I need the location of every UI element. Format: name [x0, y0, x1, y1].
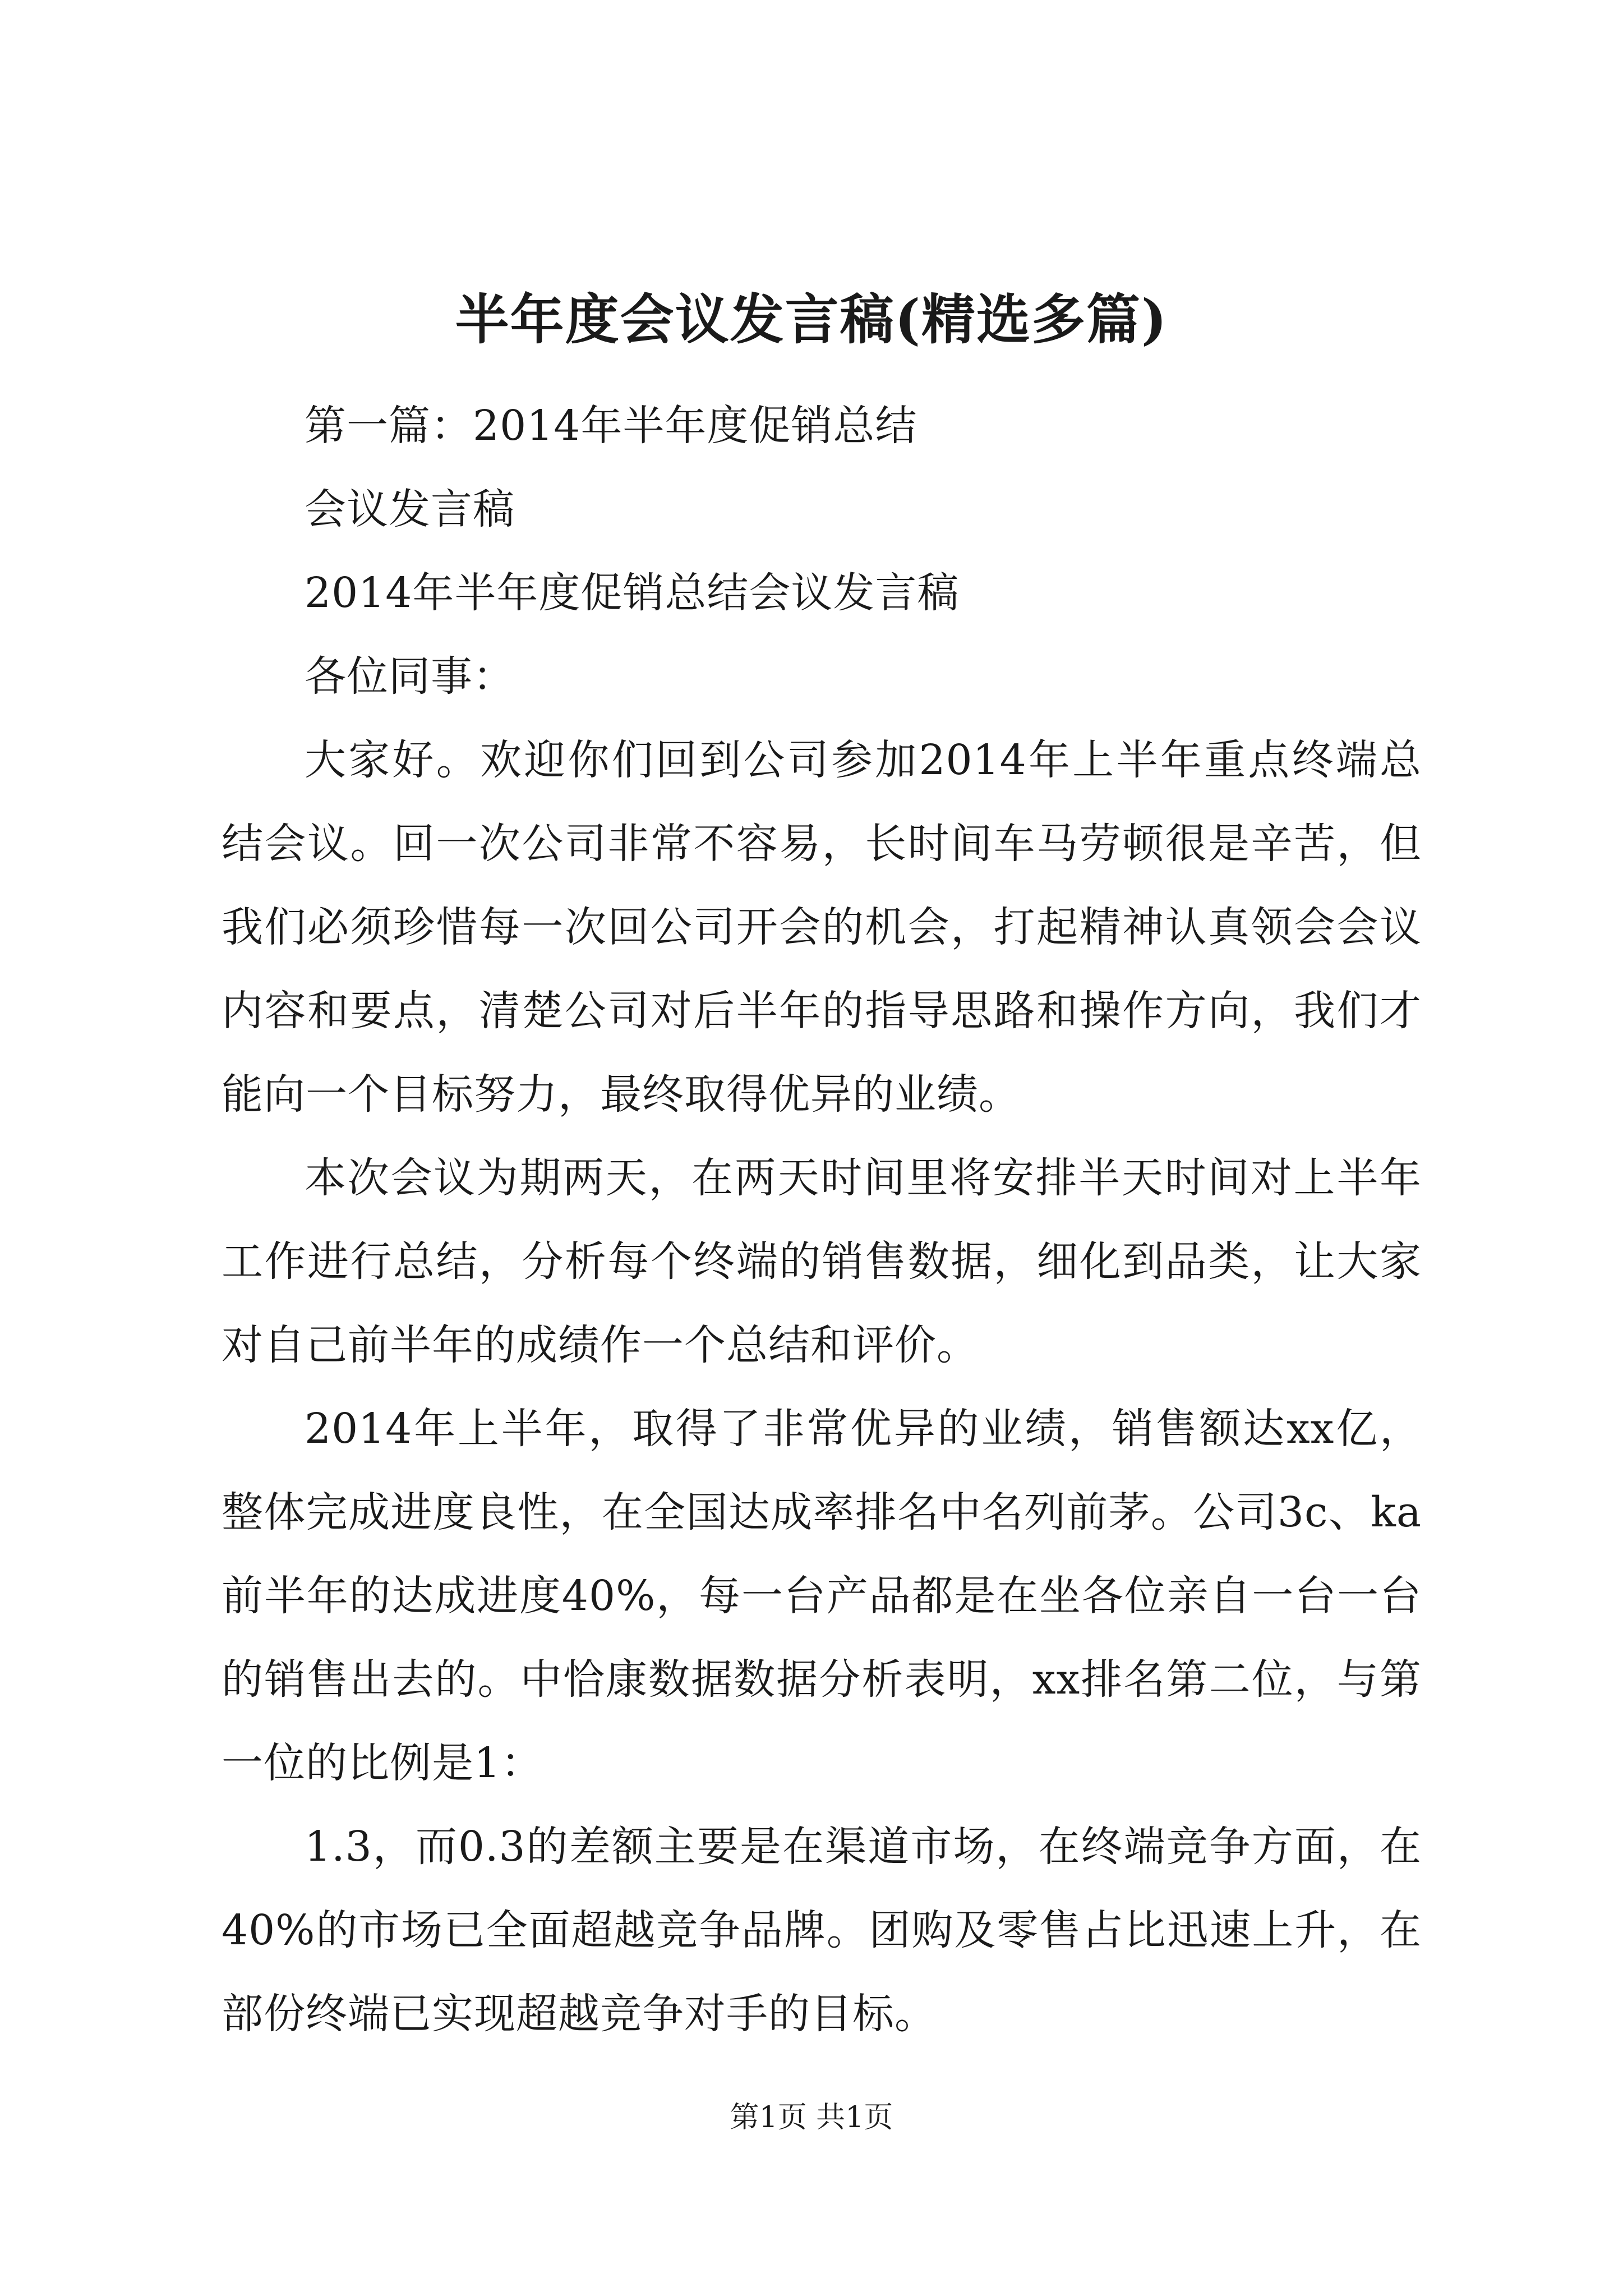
paragraph: 2014年上半年，取得了非常优异的业绩，销售额达xx亿，整体完成进度良性，在全国达成率排名中名列前茅。公司3c、ka前半年的达成进度40%，每一台产品都是在坐各位亲自一台一台的销售出去的。中恰康数据数据分析表明，xx排名第二位，与第一位的比例是1： — [222, 1405, 1422, 1787]
section-heading: 第一篇：2014年半年度促销总结 — [305, 402, 917, 450]
document-title: 半年度会议发言稿(精选多篇) — [455, 288, 1168, 351]
section-subheading: 会议发言稿 — [305, 485, 515, 533]
paragraph: 1.3，而0.3的差额主要是在渠道市场，在终端竞争方面，在40%的市场已全面超越竞争品牌。团购及零售占比迅速上升，在部份终端已实现超越竞争对手的目标。 — [222, 1823, 1422, 2038]
document-body — [222, 384, 1422, 2056]
page-footer: 第1页 共1页 — [730, 2101, 893, 2134]
speech-title: 2014年半年度促销总结会议发言稿 — [305, 569, 960, 617]
paragraph: 大家好。欢迎你们回到公司参加2014年上半年重点终端总结会议。回一次公司非常不容易，长时间车马劳顿很是辛苦，但我们必须珍惜每一次回公司开会的机会，打起精神认真领会会议内容和要点，清楚公司对后半年的指导思路和操作方向，我们才能向一个目标努力，最终取得优异的业绩。 — [222, 736, 1422, 1119]
paragraph: 本次会议为期两天，在两天时间里将安排半天时间对上半年工作进行总结，分析每个终端的销售数据，细化到品类，让大家对自己前半年的成绩作一个总结和评价。 — [222, 1154, 1422, 1369]
salutation: 各位同事： — [305, 652, 515, 701]
